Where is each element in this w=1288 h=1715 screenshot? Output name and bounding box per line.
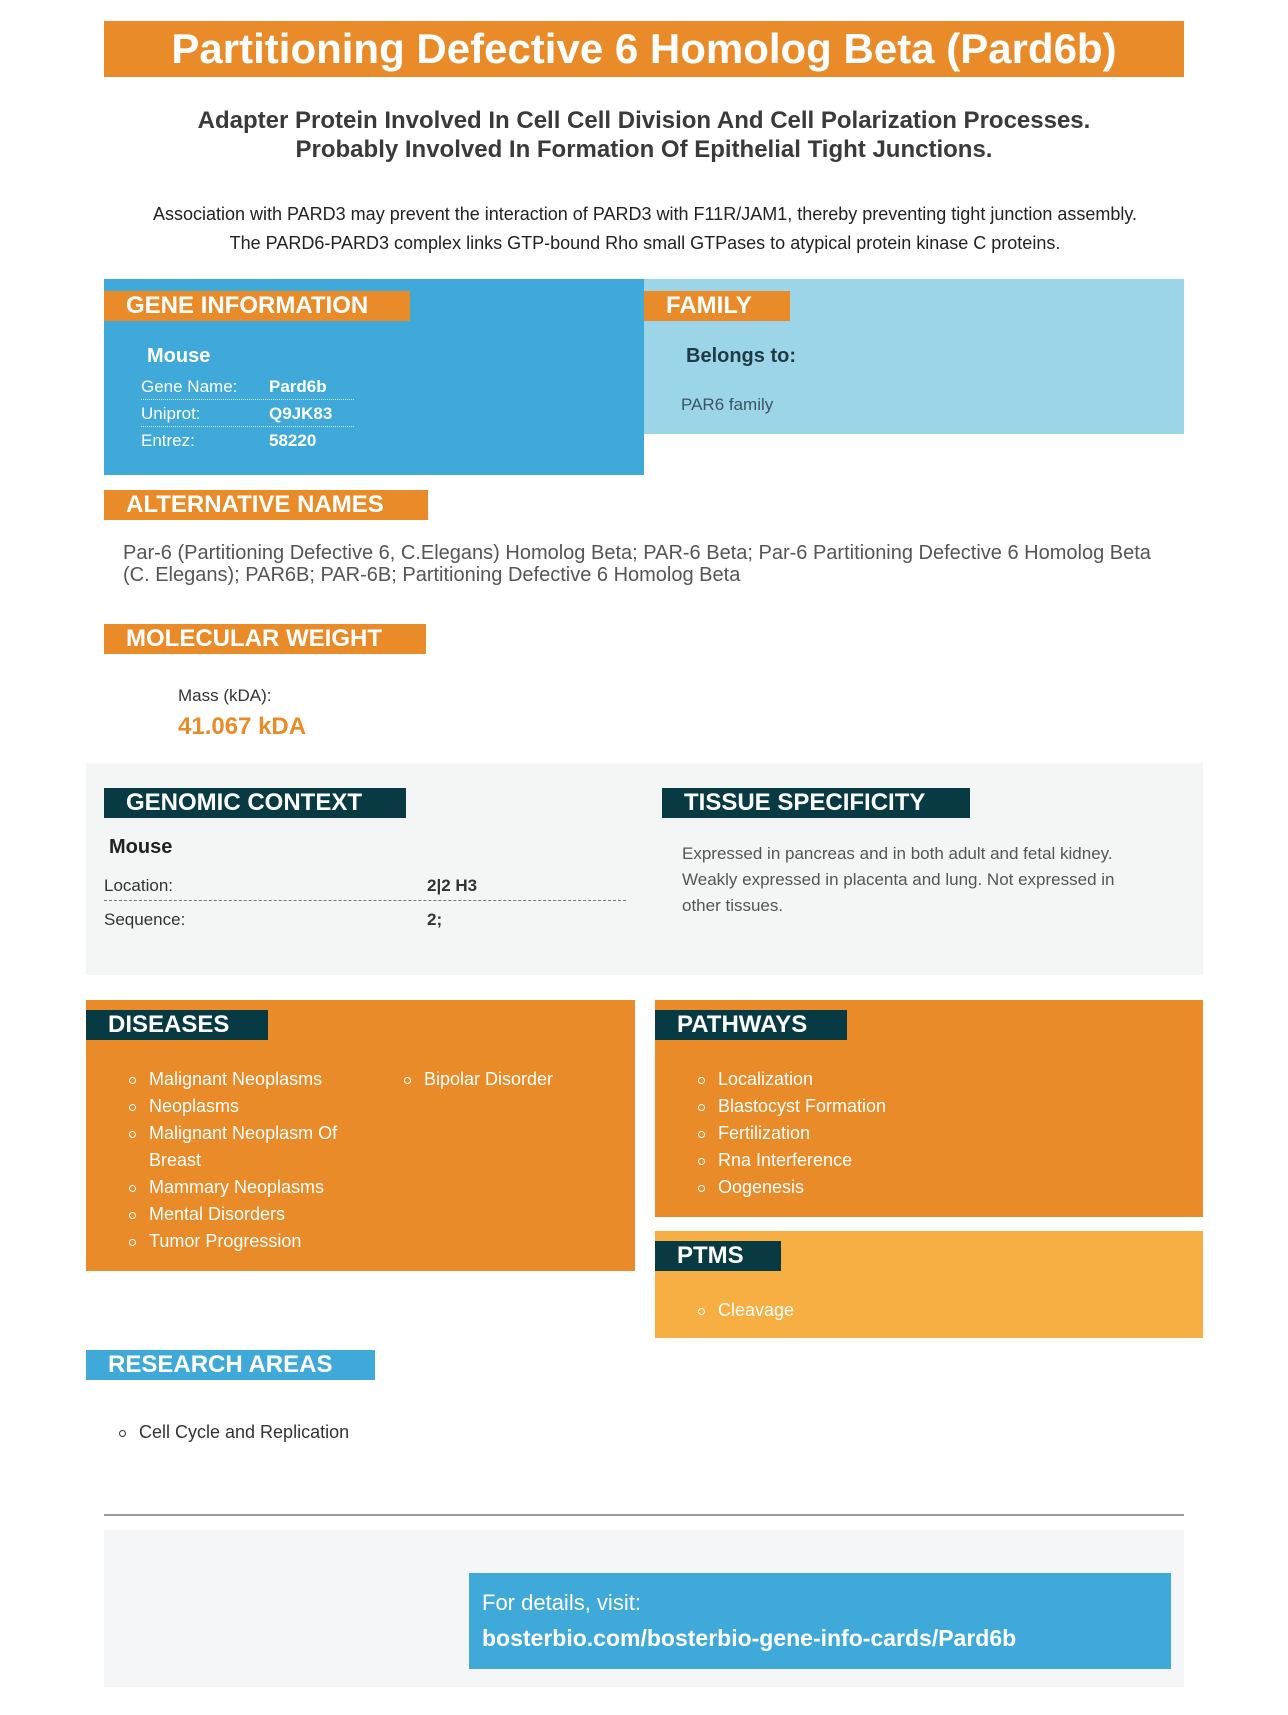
uniprot-value: Q9JK83	[269, 404, 333, 423]
gene-information-panel	[104, 279, 644, 475]
sequence-label: Sequence:	[104, 910, 186, 929]
research-areas-heading: RESEARCH AREAS	[86, 1350, 375, 1380]
disease-item: Neoplasms	[129, 1093, 344, 1120]
page-title: Partitioning Defective 6 Homolog Beta (Pard6b)	[104, 21, 1184, 77]
family-value: PAR6 family	[681, 395, 774, 414]
family-panel	[644, 279, 1184, 434]
research-areas-list	[119, 1419, 619, 1446]
uniprot-label: Uniprot:	[141, 404, 201, 423]
alternative-names-heading: ALTERNATIVE NAMES	[104, 490, 428, 520]
pathways-heading: PATHWAYS	[655, 1010, 847, 1040]
research-area-item: Cell Cycle and Replication	[119, 1419, 619, 1446]
gene-name-value: Pard6b	[269, 377, 327, 396]
protein-function-summary	[104, 106, 1184, 164]
diseases-heading: DISEASES	[86, 1010, 268, 1040]
sequence-row	[104, 905, 626, 935]
location-label: Location:	[104, 876, 173, 895]
entrez-value: 58220	[269, 431, 317, 450]
pathways-list	[698, 1066, 1178, 1201]
disease-item: Mental Disorders	[129, 1201, 344, 1228]
gene-name-row	[141, 373, 354, 400]
family-heading: FAMILY	[644, 291, 790, 321]
ptms-heading: PTMS	[655, 1241, 781, 1271]
details-label: For details, visit:	[482, 1590, 641, 1615]
disease-item: Tumor Progression	[129, 1228, 344, 1255]
pathway-item: Blastocyst Formation	[698, 1093, 1178, 1120]
location-row	[104, 871, 626, 901]
diseases-list-column-1	[129, 1066, 344, 1255]
disease-item: Bipolar Disorder	[404, 1066, 619, 1093]
pathway-item: Fertilization	[698, 1120, 1178, 1147]
ptm-item: Cleavage	[698, 1297, 1178, 1324]
pathway-item: Localization	[698, 1066, 1178, 1093]
tissue-specificity-text: Expressed in pancreas and in both adult and fetal kidney. Weakly expressed in placenta and lung. Not expressed in other tissues.	[682, 844, 1115, 915]
details-link-box[interactable]	[469, 1573, 1171, 1669]
genomic-species: Mouse	[109, 836, 173, 858]
ptms-panel	[655, 1231, 1203, 1338]
pathway-item: Rna Interference	[698, 1147, 1178, 1174]
function-description: Association with PARD3 may prevent the interaction of PARD3 with F11R/JAM1, thereby preventing tight junction assembly. The PARD6-PARD3 complex links GTP-bound Rho small GTPases to atypical protein kinase C proteins.	[152, 204, 1138, 253]
location-value: 2|2 H3	[427, 876, 478, 895]
sequence-value: 2;	[427, 910, 443, 929]
gene-information-heading: GENE INFORMATION	[104, 291, 410, 321]
disease-item: Malignant Neoplasm Of Breast	[129, 1120, 344, 1174]
tissue-specificity-heading: TISSUE SPECIFICITY	[662, 788, 970, 818]
entrez-row	[141, 427, 354, 454]
footer-divider	[104, 1514, 1184, 1516]
molecular-weight-heading: MOLECULAR WEIGHT	[104, 624, 426, 654]
diseases-list-column-2	[404, 1066, 619, 1093]
entrez-label: Entrez:	[141, 431, 195, 450]
subtitle-line-2: Probably Involved In Formation Of Epithelial Tight Junctions.	[295, 136, 993, 163]
mass-value: 41.067 kDA	[178, 713, 307, 740]
diseases-panel	[86, 1000, 635, 1271]
details-url-link[interactable]: bosterbio.com/bosterbio-gene-info-cards/Pard6b	[482, 1625, 1017, 1651]
uniprot-row	[141, 400, 354, 427]
belongs-to-label: Belongs to:	[686, 345, 796, 367]
disease-item: Malignant Neoplasms	[129, 1066, 344, 1093]
mass-label: Mass (kDA):	[178, 686, 272, 705]
gene-name-label: Gene Name:	[141, 377, 238, 396]
alternative-names-text: Par-6 (Partitioning Defective 6, C.Elegans) Homolog Beta; PAR-6 Beta; Par-6 Partitioning Defective 6 Homolog Beta (C. Elegans); PAR6B; PAR-6B; Partitioning Defective 6 Homolog Beta	[123, 542, 1151, 586]
pathway-item: Oogenesis	[698, 1174, 1178, 1201]
genomic-context-heading: GENOMIC CONTEXT	[104, 788, 406, 818]
subtitle-line-1: Adapter Protein Involved In Cell Cell Division And Cell Polarization Processes.	[197, 107, 1091, 134]
gene-species: Mouse	[147, 345, 211, 367]
ptms-list	[698, 1297, 1178, 1324]
pathways-panel	[655, 1000, 1203, 1217]
disease-item: Mammary Neoplasms	[129, 1174, 344, 1201]
